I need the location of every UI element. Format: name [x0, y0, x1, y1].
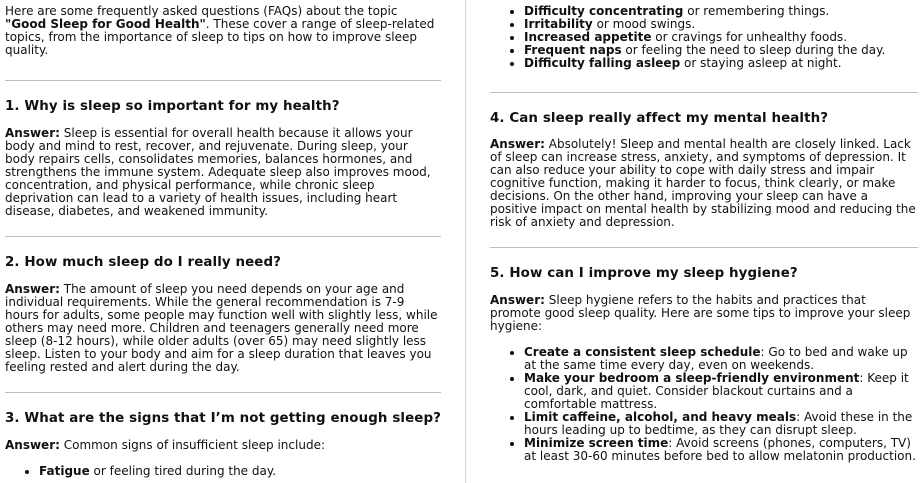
answer-text: Sleep is essential for overall health because it allows your body and mind to rest, recover, and rejuvenate. During sleep, your body repairs cells, consolidates memories, balances hormones, and strengthens the immune system. Adequate sleep also improves mood, concentration, and physical performance, while chronic sleep deprivation can lead to a variety of health issues, including heart disease, diabetes, and weakened immunity. — [5, 126, 431, 218]
answer-label: Answer: — [5, 282, 60, 296]
item-text: or mood swings. — [592, 17, 696, 31]
item-text: : Avoid screens (phones, computers, TV) at least 30-60 minutes before bed to allow melatonin production. — [524, 436, 916, 463]
intro-text-end: . These cover a range of sleep-related topics, from the importance of sleep to tips on how to improve sleep quality. — [5, 17, 435, 57]
item-bold: Frequent naps — [524, 43, 622, 57]
item-text: : Go to bed and wake up at the same time every day, even on weekends. — [524, 345, 908, 372]
signs-list-continued — [490, 5, 918, 70]
item-bold: Irritability — [524, 17, 593, 31]
answer-text: Absolutely! Sleep and mental health are closely linked. Lack of sleep can increase stress, anxiety, and symptoms of depression. It can also reduce your ability to cope with daily stress and impair cognitive function, making it harder to focus, think clearly, or make decisions. On the other hand, improving your sleep can have a positive impact on mental health by stabilizing mood and reducing the risk of anxiety and depression. — [490, 137, 916, 229]
right-column — [490, 0, 918, 463]
faq-4-answer — [490, 138, 918, 229]
item-bold: Limit caffeine, alcohol, and heavy meals — [524, 410, 797, 424]
item-text: or feeling tired during the day. — [89, 464, 277, 478]
intro-text: Here are some frequently asked questions (FAQs) about the topic — [5, 4, 398, 18]
faq-2-answer — [5, 283, 441, 374]
item-text: or cravings for unhealthy foods. — [651, 30, 848, 44]
section-divider — [5, 392, 441, 393]
answer-label: Answer: — [490, 137, 545, 151]
intro-paragraph — [5, 5, 441, 57]
item-text: or staying asleep at night. — [680, 56, 842, 70]
faq-5-answer — [490, 294, 918, 333]
answer-label: Answer: — [490, 293, 545, 307]
answer-label: Answer: — [5, 438, 60, 452]
answer-text: Sleep hygiene refers to the habits and practices that promote good sleep quality. Here are some tips to improve your sleep hygiene: — [490, 293, 911, 333]
item-text: : Keep it cool, dark, and quiet. Consider blackout curtains and a comfortable mattress. — [524, 371, 909, 411]
item-text: or remembering things. — [683, 4, 830, 18]
section-divider — [490, 247, 918, 248]
faq-3-title: 3. What are the signs that I’m not getting enough sleep? — [5, 411, 441, 426]
faq-1-answer — [5, 127, 441, 218]
faq-4-title: 4. Can sleep really affect my mental health? — [490, 111, 829, 126]
list-item — [524, 437, 918, 463]
faq-5-title: 5. How can I improve my sleep hygiene? — [490, 266, 798, 281]
list-item — [524, 346, 918, 372]
section-divider — [5, 236, 441, 237]
list-item — [524, 411, 918, 437]
item-bold: Create a consistent sleep schedule — [524, 345, 761, 359]
item-bold: Fatigue — [39, 464, 90, 478]
list-item — [524, 57, 918, 70]
tips-list — [490, 346, 918, 463]
signs-list — [5, 465, 441, 478]
faq-3-answer — [5, 439, 441, 452]
faq-1-title: 1. Why is sleep so important for my health? — [5, 99, 340, 114]
list-item — [39, 465, 441, 478]
answer-text: Common signs of insufficient sleep include: — [59, 438, 325, 452]
item-bold: Minimize screen time — [524, 436, 669, 450]
item-text: or feeling the need to sleep during the day. — [621, 43, 886, 57]
column-divider — [465, 0, 466, 483]
item-bold: Make your bedroom a sleep-friendly environment — [524, 371, 860, 385]
section-divider — [490, 92, 918, 93]
list-item — [524, 372, 918, 411]
faq-2-title: 2. How much sleep do I really need? — [5, 255, 282, 270]
item-text: : Avoid these in the hours leading up to bedtime, as they can disrupt sleep. — [524, 410, 913, 437]
section-divider — [5, 80, 441, 81]
answer-text: The amount of sleep you need depends on your age and individual requirements. While the general recommendation is 7-9 hours for adults, some people may function well with slightly less, while others may need more. Children and teenagers generally need more sleep (8-12 hours), while older adults (over 65) may need slightly less sleep. Listen to your body and aim for a sleep duration that leaves you feeling rested and alert during the day. — [5, 282, 438, 374]
intro-topic: "Good Sleep for Good Health" — [5, 17, 206, 31]
left-column — [5, 0, 441, 478]
answer-label: Answer: — [5, 126, 60, 140]
item-bold: Difficulty falling asleep — [524, 56, 681, 70]
item-bold: Difficulty concentrating — [524, 4, 684, 18]
item-bold: Increased appetite — [524, 30, 652, 44]
